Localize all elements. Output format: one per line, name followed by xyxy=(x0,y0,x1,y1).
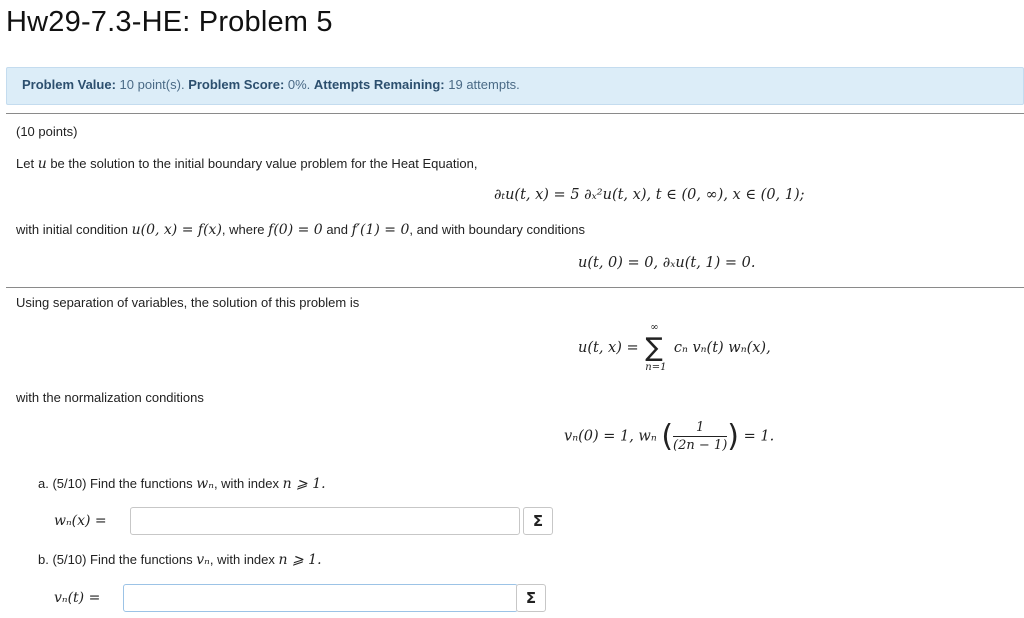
heat-equation: ∂ₜu(t, x) = 5 ∂ₓ²u(t, x), t ∈ (0, ∞), x ∈ (0, 1); xyxy=(494,187,805,203)
part-a-equation-editor-button[interactable]: Σ xyxy=(523,507,553,535)
part-a-prompt: a. (5/10) Find the functions wₙ, with index n ⩾ 1. xyxy=(38,476,326,492)
part-b-label: vₙ(t) = xyxy=(54,590,101,606)
divider-top xyxy=(6,113,1024,114)
part-b-answer-input[interactable] xyxy=(123,584,518,612)
attempts-label: Attempts Remaining: xyxy=(313,77,445,92)
part-b-prompt: b. (5/10) Find the functions vₙ, with index n ⩾ 1. xyxy=(38,552,322,568)
initial-condition-text: with initial condition u(0, x) = f(x), where f(0) = 0 and f′(1) = 0, and with boundary conditions xyxy=(16,222,585,238)
part-a-label: wₙ(x) = xyxy=(54,513,107,529)
problem-value: 10 point(s). xyxy=(115,77,189,92)
problem-info-bar xyxy=(6,67,1024,105)
problem-value-label: Problem Value: xyxy=(22,77,116,92)
separation-text: Using separation of variables, the solution of this problem is xyxy=(16,295,360,310)
boundary-conditions: u(t, 0) = 0, ∂ₓu(t, 1) = 0. xyxy=(578,255,756,271)
summation-symbol: ∞ ∑ n=1 xyxy=(645,322,667,373)
problem-intro: Let u be the solution to the initial boundary value problem for the Heat Equation, xyxy=(16,156,478,172)
normalization-fraction: $\frac{1}{(2n - 1)}$ xyxy=(673,420,728,453)
problem-score: 0%. xyxy=(284,77,314,92)
problem-score-label: Problem Score: xyxy=(188,77,285,92)
part-b-equation-editor-button[interactable]: Σ xyxy=(516,584,546,612)
normalization-equation: vₙ(0) = 1, wₙ ( $\frac{1}{(2n - 1)}$ ) = 1. xyxy=(564,419,775,454)
attempts-remaining: 19 attempts. xyxy=(444,77,520,92)
page-title: Hw29-7.3-HE: Problem 5 xyxy=(6,6,333,38)
divider-middle xyxy=(6,287,1024,288)
part-a-answer-input[interactable] xyxy=(130,507,520,535)
normalization-text: with the normalization conditions xyxy=(16,390,204,405)
problem-points: (10 points) xyxy=(16,124,78,139)
solution-equation: u(t, x) = ∞ ∑ n=1 cₙ vₙ(t) wₙ(x), xyxy=(578,322,771,373)
